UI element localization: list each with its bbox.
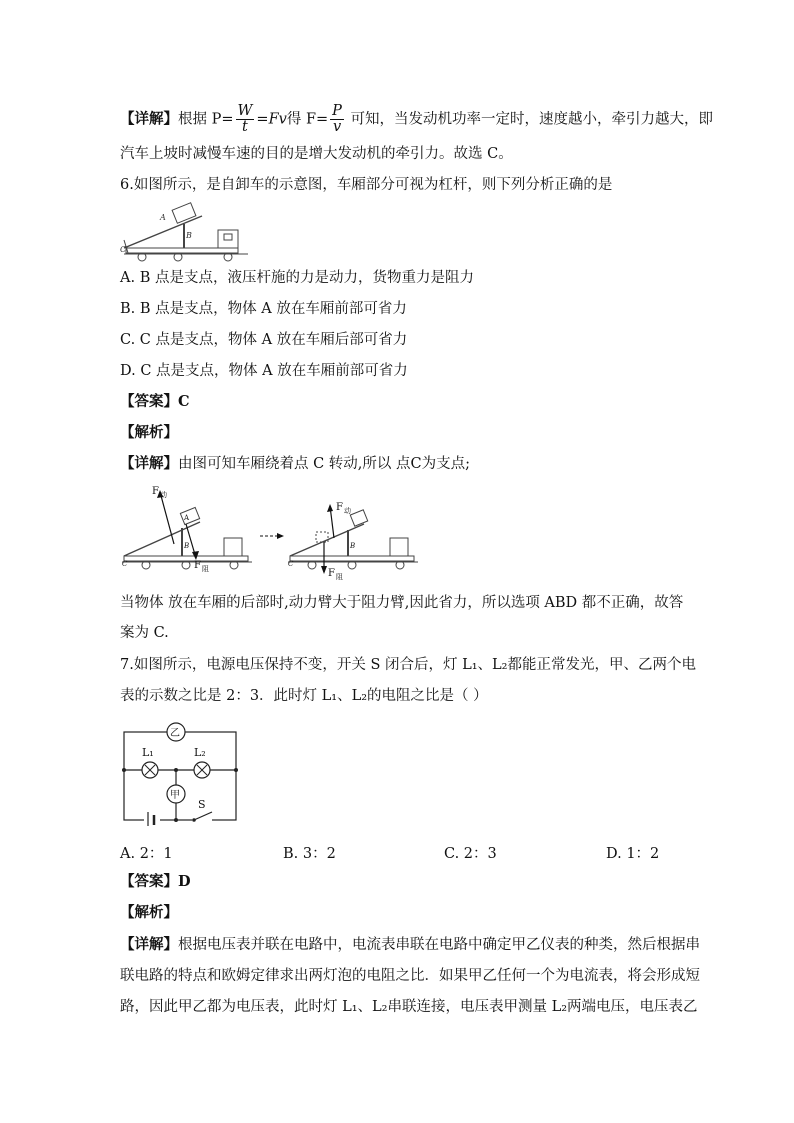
detail-paragraph-formula [120, 104, 713, 135]
fraction-w-over-t [236, 104, 255, 135]
fig-label-c: C [120, 245, 127, 254]
q6-answer: 【答案】C [120, 393, 190, 410]
f-dong-label-2: F [336, 502, 343, 513]
fraction-numerator: W [237, 103, 253, 119]
fraction-denominator: v [332, 119, 342, 135]
f-zu-sub: 阻 [202, 565, 209, 573]
q6-option-b: B. B 点是支点，物体 A 放在车厢前部可省力 [120, 301, 407, 317]
f-dong-sub: 动 [160, 491, 167, 499]
q7-answer: 【答案】D [120, 873, 191, 890]
question-7-stem-line2: 表的示数之比是 2：3．此时灯 L₁、L₂的电阻之比是（ ） [120, 688, 488, 704]
text-segment: 根据 P= [178, 111, 234, 128]
question-7-stem-line1: 7.如图所示，电源电压保持不变，开关 S 闭合后，灯 L₁、L₂都能正常发光，甲、乙两个电 [120, 657, 696, 673]
text-segment: 得 F= [286, 111, 329, 128]
q7-analysis-heading: 【解析】 [120, 904, 178, 921]
q6-option-d: D. C 点是支点，物体 A 放在车厢前部可省力 [120, 363, 408, 379]
fraction-denominator: t [242, 119, 248, 135]
fig-label-a: A [160, 213, 166, 222]
lever-analysis-figure [120, 480, 420, 580]
fraction-numerator: P [332, 103, 342, 119]
label-c: C [122, 560, 128, 568]
text-segment: = [256, 111, 269, 128]
f-zu-label: F [194, 560, 201, 571]
q7-option-d: D. 1：2 [606, 846, 660, 862]
f-dong-sub-2: 动 [344, 507, 351, 515]
lamp-l1-label: L₁ [142, 746, 154, 759]
detail-tag: 【详解】 [120, 110, 178, 128]
f-dong-label: F [152, 486, 159, 497]
meter-yi-label: 乙 [170, 728, 180, 739]
q7-option-c: C. 2：3 [444, 846, 497, 862]
detail-text: 由图可知车厢绕着点 C 转动,所以 点C为支点; [178, 456, 471, 472]
q6-option-c: C. C 点是支点，物体 A 放在车厢后部可省力 [120, 332, 408, 348]
q7-detail-line3: 路，因此甲乙都为电压表，此时灯 L₁、L₂串联连接，电压表甲测量 L₂两端电压，电压表乙 [120, 999, 698, 1015]
label-b-2: B [350, 542, 356, 550]
question-6-stem: 6.如图所示，是自卸车的示意图，车厢部分可视为杠杆，则下列分析正确的是 [120, 177, 613, 193]
text-segment: 可知，当发动机功率一定时，速度越小，牵引力越大，即 [345, 111, 714, 128]
q6-detail [120, 454, 470, 474]
detail-paragraph-line2: 汽车上坡时减慢车速的目的是增大发动机的牵引力。故选 C。 [120, 146, 513, 162]
fig-label-b: B [186, 231, 192, 240]
formula-fv: Fv [268, 111, 287, 128]
detail-text: 根据电压表并联在电路中，电流表串联在电路中确定甲乙仪表的种类，然后根据串 [178, 937, 700, 953]
q6-conclusion-line2: 案为 C. [120, 625, 169, 641]
q6-conclusion-line1: 当物体 放在车厢的后部时,动力臂大于阻力臂,因此省力，所以选项 ABD 都不正确，故答 [120, 595, 684, 611]
meter-jia-label: 甲 [170, 790, 180, 801]
switch-s-label: S [198, 798, 206, 811]
detail-tag: 【详解】 [120, 936, 178, 953]
label-a: A [184, 514, 190, 522]
circuit-diagram [118, 718, 248, 826]
f-zu-label-2: F [328, 568, 335, 579]
q7-option-a: A. 2：1 [120, 846, 173, 862]
label-b: B [184, 542, 190, 550]
q7-detail-line2: 联电路的特点和欧姆定律求出两灯泡的电阻之比．如果甲乙任何一个为电流表，将会形成短 [120, 968, 700, 984]
q7-option-b: B. 3：2 [283, 846, 336, 862]
lamp-l2-label: L₂ [194, 746, 206, 759]
dump-truck-figure [120, 200, 250, 264]
fraction-p-over-v [330, 104, 344, 135]
q7-detail-line1 [120, 935, 700, 955]
q6-analysis-heading: 【解析】 [120, 424, 178, 441]
detail-tag: 【详解】 [120, 455, 178, 472]
f-zu-sub-2: 阻 [336, 573, 343, 580]
q6-option-a: A. B 点是支点，液压杆施的力是动力，货物重力是阻力 [120, 270, 474, 286]
label-c-2: C [288, 560, 294, 568]
